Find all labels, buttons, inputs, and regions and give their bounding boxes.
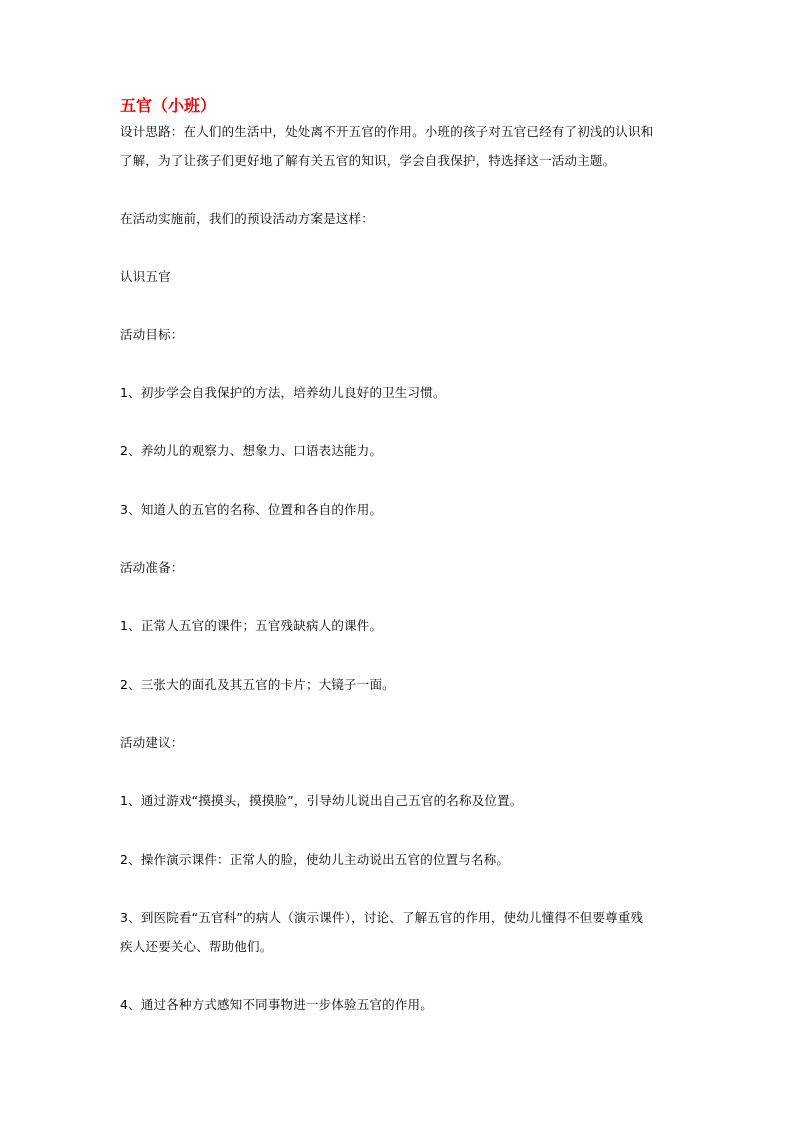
section-heading-suggestions: 活动建议： [120, 735, 184, 750]
goal-item-1: 1、初步学会自我保护的方法，培养幼儿良好的卫生习惯。 [120, 385, 446, 400]
goal-item-2: 2、养幼儿的观察力、想象力、口语表达能力。 [120, 443, 383, 458]
paragraph-design-idea-line-1: 设计思路：在人们的生活中，处处离不开五官的作用。小班的孩子对五官已经有了初浅的认识和 [120, 124, 654, 139]
preparation-item-2: 2、三张大的面孔及其五官的卡片；大镜子一面。 [120, 677, 395, 692]
preparation-item-1: 1、正常人五官的课件；五官残缺病人的课件。 [120, 618, 383, 633]
suggestion-item-3-line-2: 疾人还要关心、帮助他们。 [120, 939, 273, 954]
activity-name: 认识五官 [120, 269, 171, 284]
goal-item-3: 3、知道人的五官的名称、位置和各自的作用。 [120, 502, 383, 517]
paragraph-design-idea-line-2: 了解，为了让孩子们更好地了解有关五官的知识，学会自我保护，特选择这一活动主题。 [120, 153, 616, 168]
suggestion-item-2: 2、操作演示课件：正常人的脸，使幼儿主动说出五官的位置与名称。 [120, 852, 510, 867]
suggestion-item-1: 1、通过游戏“摸摸头，摸摸脸”，引导幼儿说出自己五官的名称及位置。 [120, 793, 523, 808]
suggestion-item-4: 4、通过各种方式感知不同事物进一步体验五官的作用。 [120, 997, 433, 1012]
section-heading-preparation: 活动准备： [120, 560, 184, 575]
paragraph-plan-intro: 在活动实施前，我们的预设活动方案是这样： [120, 211, 375, 226]
document-title: 五官（小班） [120, 96, 217, 115]
suggestion-item-3-line-1: 3、到医院看“五官科”的病人（演示课件），讨论、了解五官的作用，使幼儿懂得不但要尊重残 [120, 910, 644, 925]
section-heading-goals: 活动目标： [120, 327, 184, 342]
